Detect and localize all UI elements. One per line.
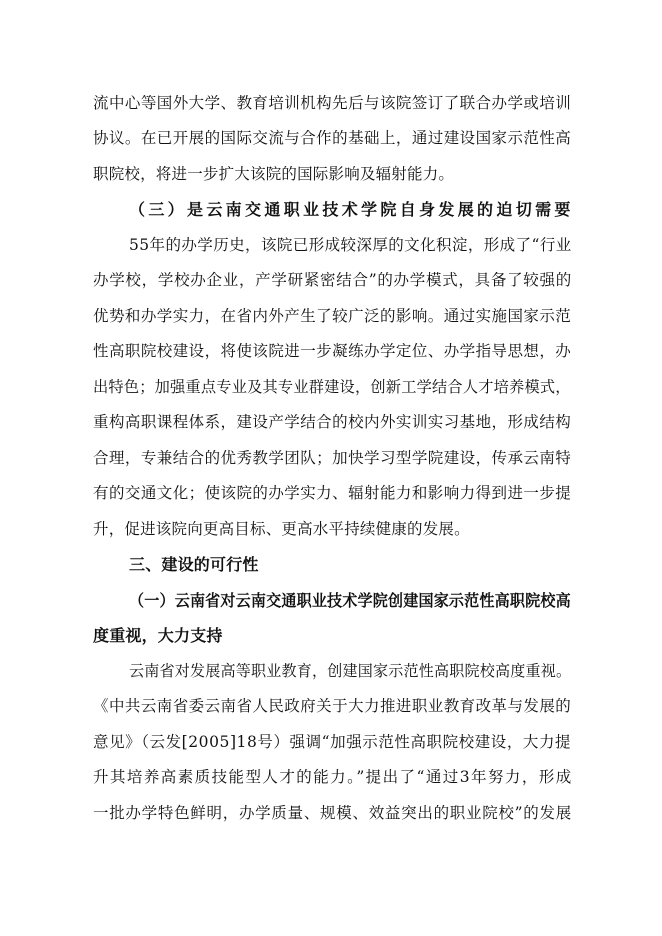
para-line: 办学校，学校办企业，产学研紧密结合”的办学模式，具备了较强的: [93, 271, 572, 289]
para-line: 重构高职课程体系，建设产学结合的校内外实训实习基地，形成结构: [93, 413, 572, 431]
para-line: 云南省对发展高等职业教育，创建国家示范性高职院校高度重视。: [129, 662, 572, 680]
para-line: 性高职院校建设，将使该院进一步凝练办学定位、办学指导思想，办: [93, 342, 572, 360]
chapter-heading: 三、建设的可行性: [129, 555, 259, 574]
section-heading-3: （三）是云南交通职业技术学院自身发展的迫切需要: [129, 200, 574, 219]
section-heading-1-cont: 度重视，大力支持: [93, 626, 223, 645]
para-line: 意见》（云发[2005]18号）强调“加强示范性高职院校建设，大力提: [93, 733, 572, 751]
para-line: 55年的办学历史，该院已形成较深厚的文化积淀，形成了“行业: [129, 236, 572, 254]
para-line: 升其培养高素质技能型人才的能力。”提出了“通过3年努力，形成: [93, 768, 573, 786]
para-line: 有的交通文化；使该院的办学实力、辐射能力和影响力得到进一步提: [93, 484, 572, 502]
para-line: 协议。在已开展的国际交流与合作的基础上，通过建设国家示范性高: [93, 129, 572, 147]
para-line: 升，促进该院向更高目标、更高水平持续健康的发展。: [93, 520, 470, 538]
para-line: 《中共云南省委云南省人民政府关于大力推进职业教育改革与发展的: [93, 697, 572, 715]
para-line: 一批办学特色鲜明，办学质量、规模、效益突出的职业院校”的发展: [93, 804, 572, 822]
para-line: 合理，专兼结合的优秀教学团队；加快学习型学院建设，传承云南特: [93, 449, 572, 467]
para-line: 优势和办学实力，在省内外产生了较广泛的影响。通过实施国家示范: [93, 307, 572, 325]
section-heading-1: （一）云南省对云南交通职业技术学院创建国家示范性高职院校高: [129, 591, 571, 610]
para-line: 出特色；加强重点专业及其专业群建设，创新工学结合人才培养模式，: [93, 378, 571, 396]
para-line: 职院校，将进一步扩大该院的国际影响及辐射能力。: [93, 165, 455, 183]
para-line: 流中心等国外大学、教育培训机构先后与该院签订了联合办学或培训: [93, 94, 572, 112]
